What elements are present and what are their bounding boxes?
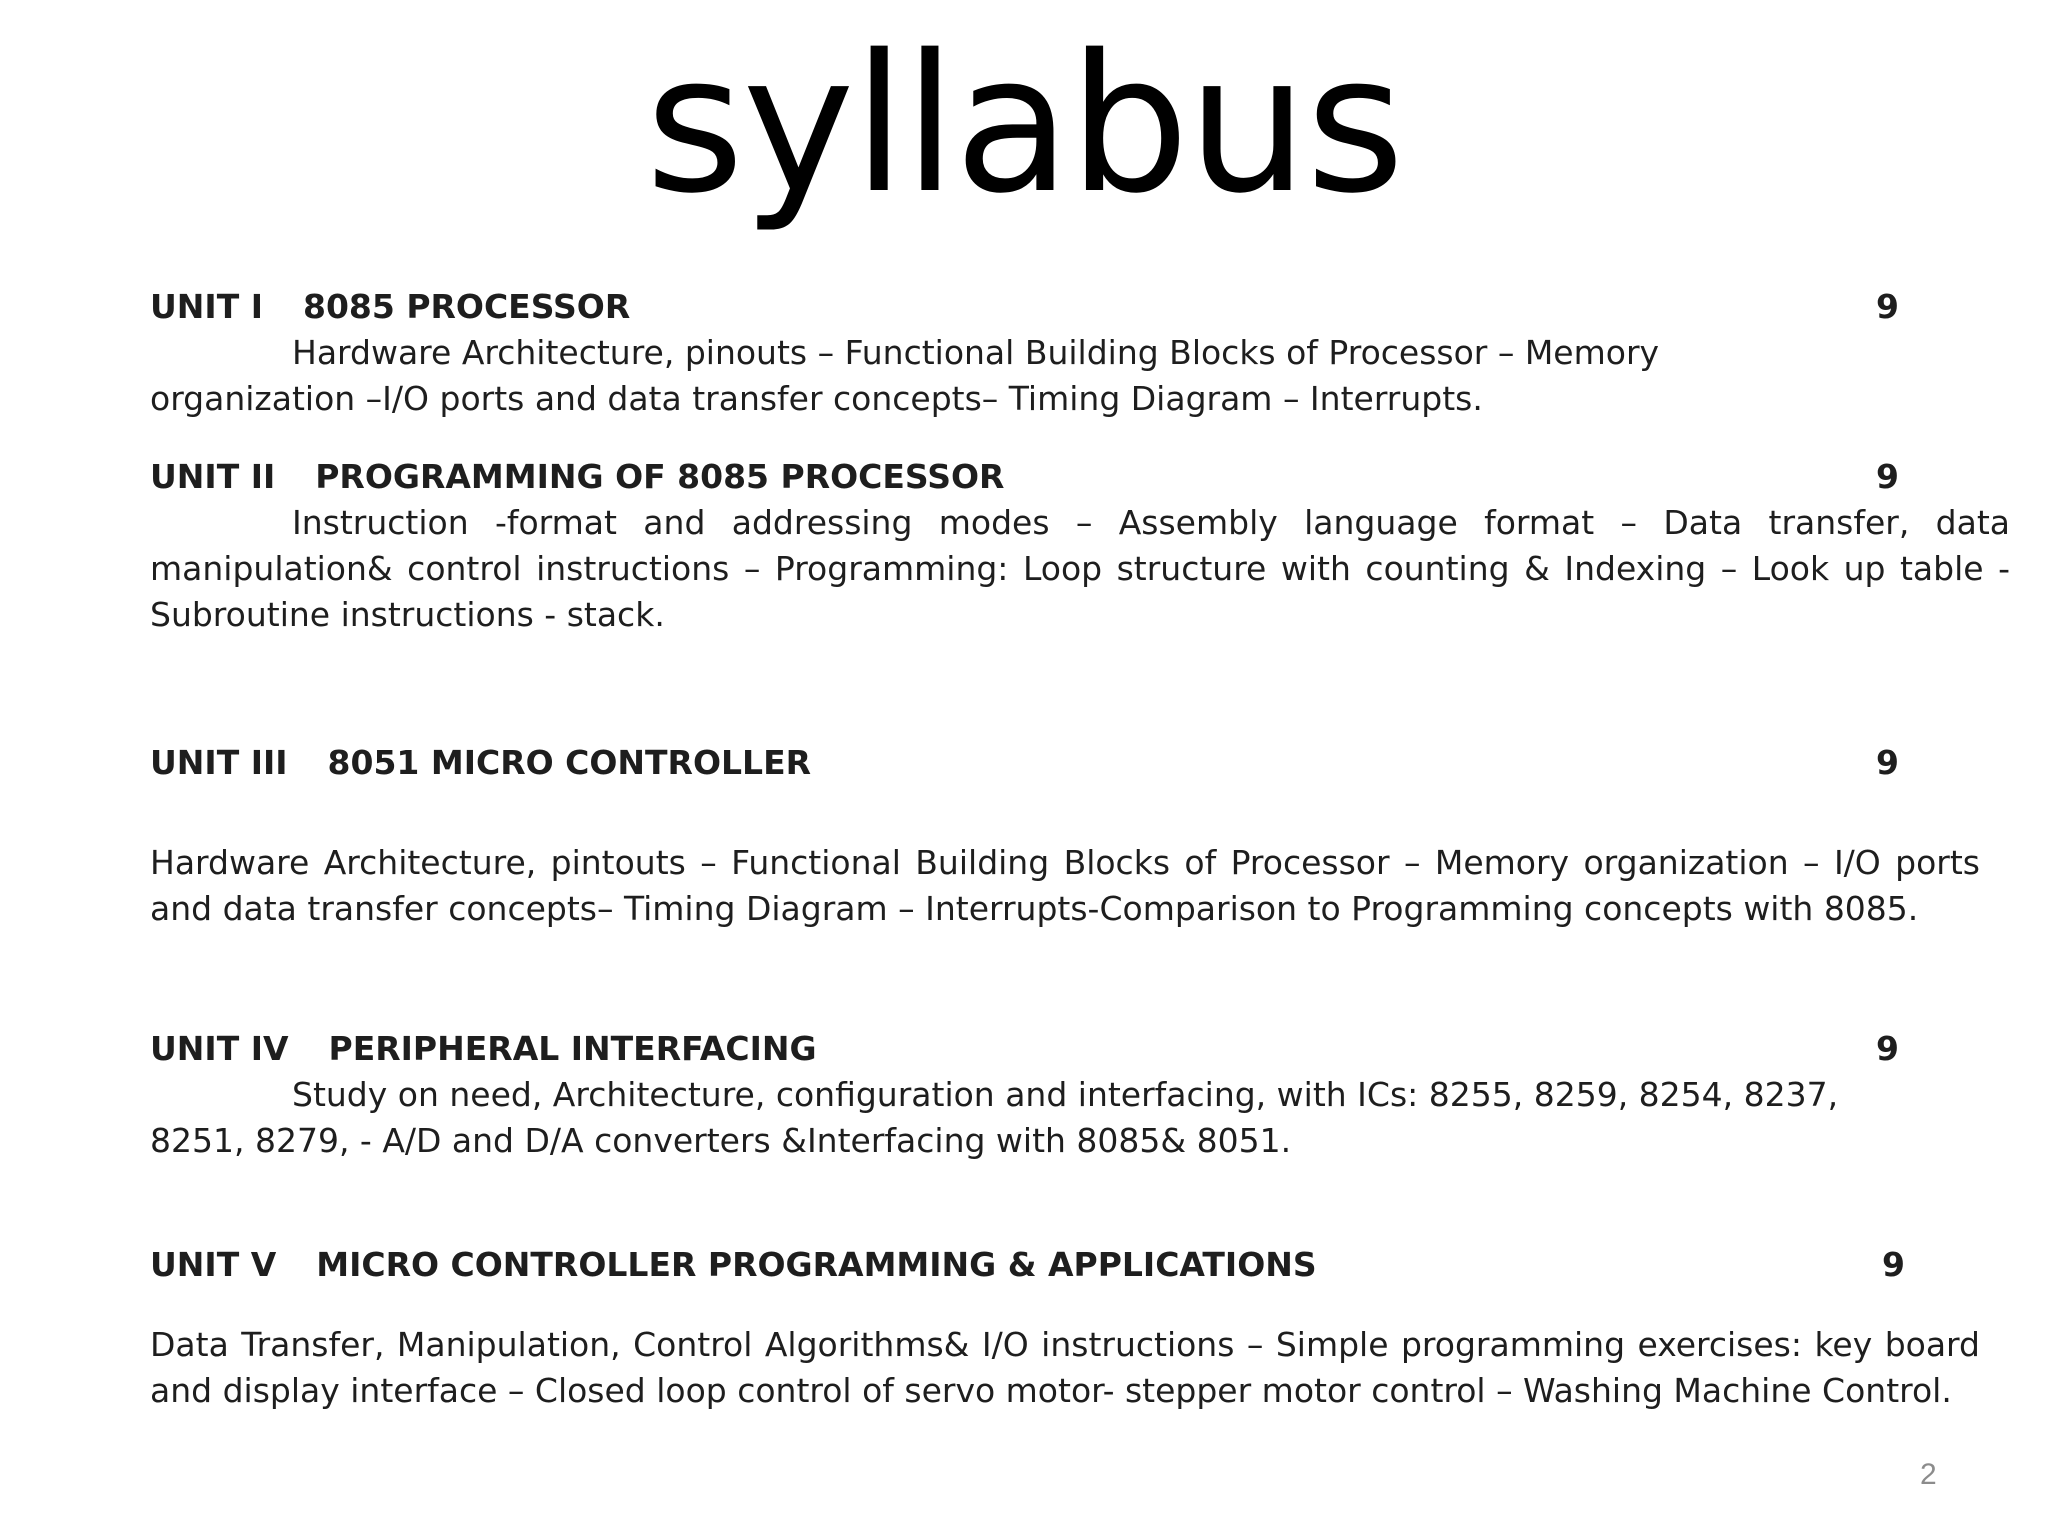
slide-title: syllabus [645,14,1403,235]
unit-3-name: 8051 MICRO CONTROLLER [327,743,812,782]
unit-5-hours: 9 [1882,1245,1905,1284]
unit-1-code: UNIT I [150,287,263,326]
unit-5 [150,1242,2000,1414]
unit-2-hours: 9 [1876,457,1899,496]
unit-1 [150,284,2000,422]
unit-2-name: PROGRAMMING OF 8085 PROCESSOR [315,457,1005,496]
page-number: 2 [1920,1458,1937,1491]
unit-4 [150,1026,2000,1164]
unit-1-heading [150,284,2000,330]
unit-1-description: Hardware Architecture, pinouts – Functional Building Blocks of Processor – Memory organization –I/O ports and data transfer concepts– Timing Diagram – Interrupts. [150,333,1660,418]
unit-3-heading [150,740,2000,786]
unit-4-heading [150,1026,2000,1072]
unit-4-name: PERIPHERAL INTERFACING [328,1029,817,1068]
unit-4-hours: 9 [1876,1029,1899,1068]
unit-2 [150,454,2010,638]
unit-1-name: 8085 PROCESSOR [302,287,631,326]
unit-4-description: Study on need, Architecture, configuration and interfacing, with ICs: 8255, 8259, 8254, 8237, 8251, 8279, - A/D and D/A converters &Interfacing with 8085& 8051. [150,1075,1839,1160]
unit-2-heading [150,454,2000,500]
unit-5-description: Data Transfer, Manipulation, Control Algorithms& I/O instructions – Simple programming exercises: key board and display interface – Closed loop control of servo motor- stepper motor control – Washing Machine Control. [150,1325,1980,1410]
unit-3 [150,740,2000,932]
unit-1-hours: 9 [1876,287,1899,326]
unit-3-code: UNIT III [150,743,288,782]
unit-5-code: UNIT V [150,1245,277,1284]
unit-3-hours: 9 [1876,743,1899,782]
unit-2-code: UNIT II [150,457,276,496]
unit-5-name: MICRO CONTROLLER PROGRAMMING & APPLICATIONS [316,1245,1317,1284]
unit-4-code: UNIT IV [150,1029,289,1068]
unit-3-description: Hardware Architecture, pintouts – Functional Building Blocks of Processor – Memory organization – I/O ports and data transfer concepts– Timing Diagram – Interrupts-Comparison to Programming concepts with 8085. [150,843,1980,928]
unit-5-heading [150,1242,2000,1288]
unit-2-description: Instruction -format and addressing modes – Assembly language format – Data transfer, data manipulation& control instructions – Programming: Loop structure with counting & Indexing – Look up table - Subroutine instructions - stack. [150,503,2010,634]
